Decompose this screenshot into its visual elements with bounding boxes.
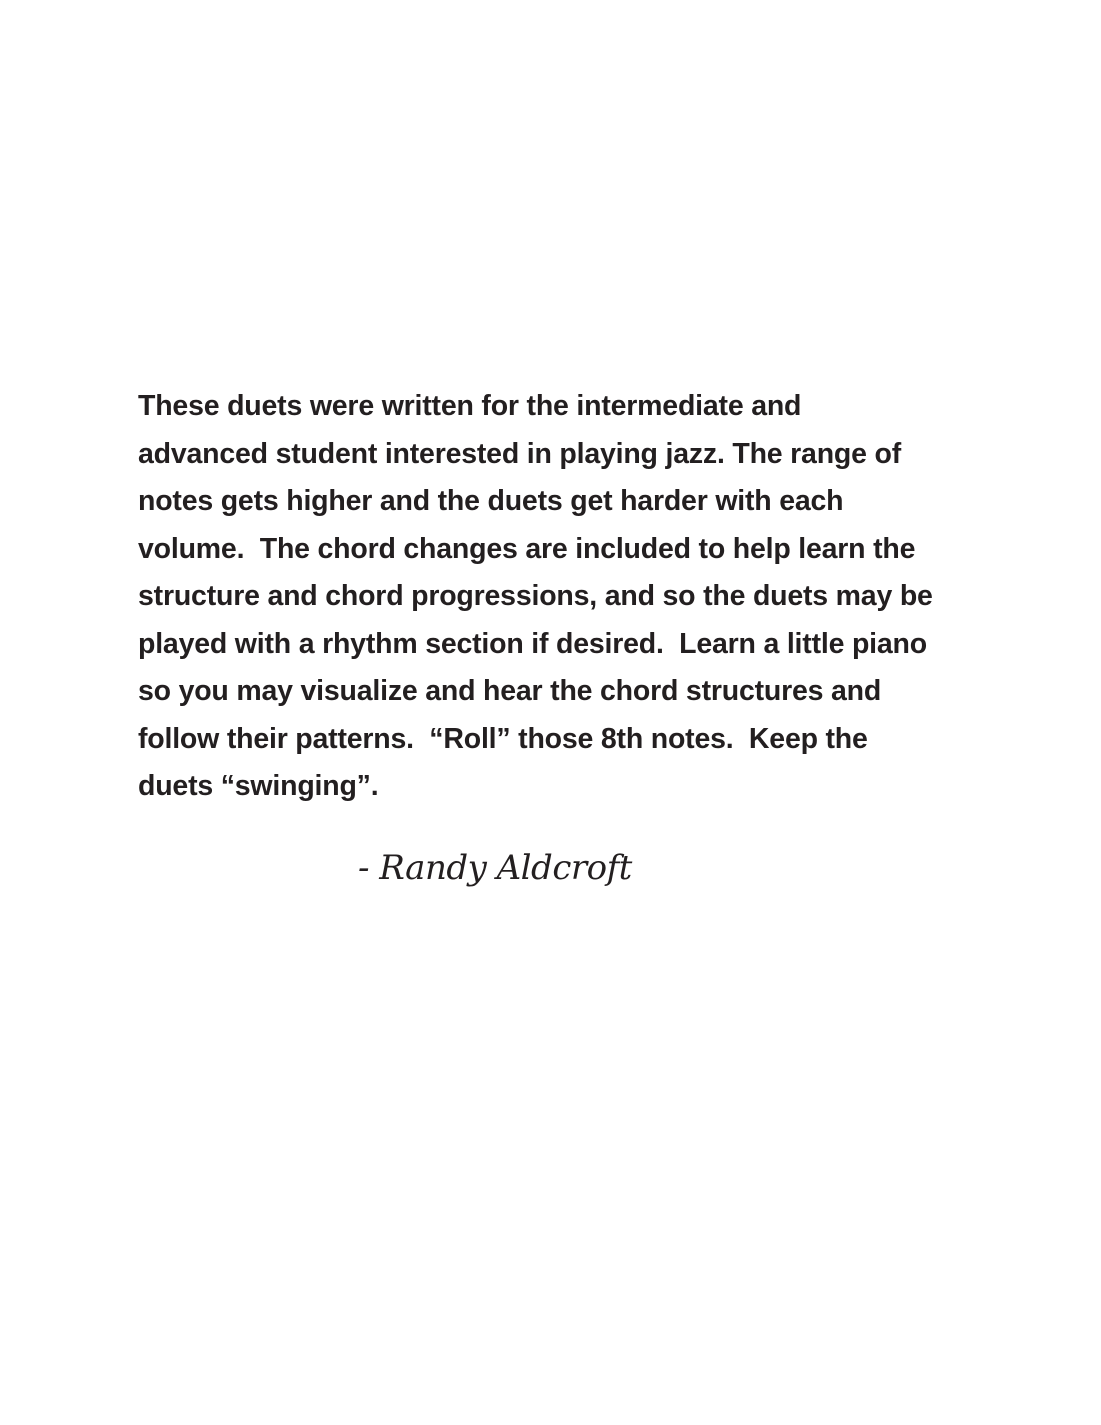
preface-line: structure and chord progressions, and so the duets may be bbox=[138, 580, 933, 612]
preface-line: volume. The chord changes are included to help learn the bbox=[138, 532, 916, 565]
preface-line: notes gets higher and the duets get harder with each bbox=[138, 485, 844, 517]
preface-line: follow their patterns. “Roll” those 8th notes. Keep the bbox=[138, 722, 868, 755]
preface-line: so you may visualize and hear the chord structures and bbox=[138, 675, 882, 707]
preface-line: advanced student interested in playing jazz. The range of bbox=[138, 437, 901, 470]
author-signature: - Randy Aldcroft bbox=[358, 848, 632, 888]
preface-line: duets “swinging”. bbox=[138, 770, 379, 802]
preface-line: played with a rhythm section if desired. Learn a little piano bbox=[138, 627, 927, 660]
preface-paragraph bbox=[138, 383, 978, 811]
preface-line: These duets were written for the intermediate and bbox=[138, 390, 802, 422]
